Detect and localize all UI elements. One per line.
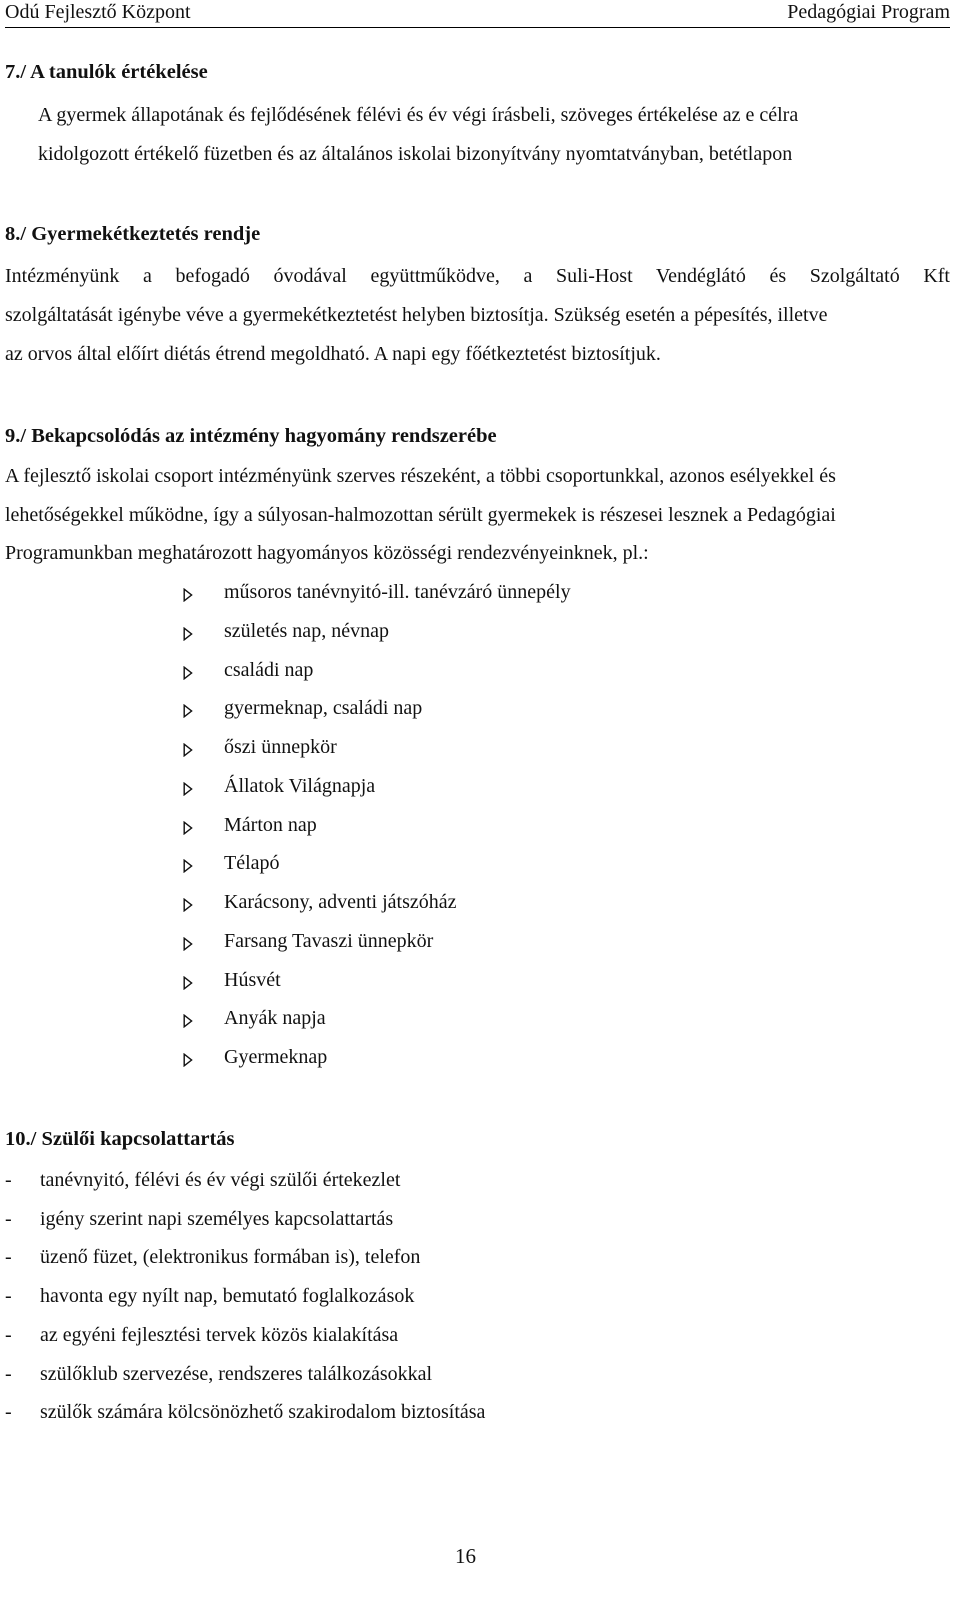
- section-9-heading: 9./ Bekapcsolódás az intézmény hagyomány rendszerébe: [5, 425, 497, 447]
- list-item-label: Anyák napja: [224, 1007, 326, 1030]
- list-item: [0, 928, 960, 954]
- triangle-bullet-icon: [183, 818, 193, 832]
- list-item-label: születés nap, névnap: [224, 619, 389, 642]
- list-item: [0, 579, 960, 605]
- list-item-label: szülők számára kölcsönözhető szakirodalom biztosítása: [40, 1401, 486, 1424]
- list-item-label: Márton nap: [224, 813, 317, 836]
- list-item: [0, 1244, 960, 1270]
- list-item: [0, 1167, 960, 1193]
- list-item: [0, 1322, 960, 1348]
- list-item: [0, 657, 960, 683]
- list-item-label: az egyéni fejlesztési tervek közös kialakítása: [40, 1323, 399, 1346]
- list-item-label: műsoros tanévnyitó-ill. tanévzáró ünnepély: [224, 581, 571, 603]
- list-item-label: Télapó: [224, 852, 280, 875]
- section-8-line-1: Intézményünk a befogadó óvodával együttműködve, a Suli-Host Vendéglátó és Szolgáltató Kft: [5, 265, 950, 287]
- triangle-bullet-icon: [183, 701, 193, 715]
- list-item: [0, 1283, 960, 1309]
- list-item-label: tanévnyitó, félévi és év végi szülői értekezlet: [40, 1169, 401, 1191]
- list-item-label: Gyermeknap: [224, 1046, 328, 1068]
- dash-marker: -: [5, 1362, 12, 1385]
- page-header: [0, 0, 960, 26]
- list-item: [0, 1399, 960, 1425]
- list-item: [0, 734, 960, 760]
- triangle-bullet-icon: [183, 624, 193, 638]
- list-item-label: családi nap: [224, 658, 314, 681]
- triangle-bullet-icon: [183, 585, 193, 599]
- list-item-label: őszi ünnepkör: [224, 736, 337, 758]
- header-document-title: Pedagógiai Program: [787, 1, 950, 23]
- list-item-label: Állatok Világnapja: [224, 774, 376, 797]
- section-8-line-2: szolgáltatását igénybe véve a gyermekétkeztetést helyben biztosítja. Szükség esetén a pépesítés, illetve: [5, 304, 828, 326]
- section-7-line-2: kidolgozott értékelő füzetben és az általános iskolai bizonyítvány nyomtatványban, betétlapon: [38, 143, 793, 165]
- list-item: [0, 618, 960, 644]
- list-item: [0, 850, 960, 876]
- section-8-line-3: az orvos által előírt diétás étrend megoldható. A napi egy főétkeztetést biztosítjuk.: [5, 343, 661, 365]
- list-item: [0, 889, 960, 915]
- triangle-bullet-icon: [183, 663, 193, 677]
- page-number: 16: [455, 1544, 476, 1568]
- list-item: [0, 1005, 960, 1031]
- list-item-label: gyermeknap, családi nap: [224, 697, 423, 720]
- header-divider: [5, 27, 950, 28]
- dash-marker: -: [5, 1246, 12, 1269]
- triangle-bullet-icon: [183, 973, 193, 987]
- list-item: [0, 773, 960, 799]
- list-item: [0, 812, 960, 838]
- list-item-label: Farsang Tavaszi ünnepkör: [224, 929, 434, 952]
- section-9-line-2: lehetőségekkel működne, így a súlyosan-halmozottan sérült gyermekek is részesei lesznek a Pedagógiai: [5, 504, 836, 526]
- triangle-bullet-icon: [183, 740, 193, 754]
- dash-marker: -: [5, 1169, 12, 1191]
- section-7-heading: 7./ A tanulók értékelése: [5, 61, 208, 83]
- list-item-label: üzenő füzet, (elektronikus formában is), telefon: [40, 1246, 421, 1269]
- list-item: [0, 1044, 960, 1070]
- triangle-bullet-icon: [183, 934, 193, 948]
- section-7-line-1: A gyermek állapotának és fejlődésének félévi és év végi írásbeli, szöveges értékelése az e célra: [38, 104, 799, 126]
- triangle-bullet-icon: [183, 1050, 193, 1064]
- header-organization: Odú Fejlesztő Központ: [5, 1, 191, 23]
- section-10-heading: 10./ Szülői kapcsolattartás: [5, 1128, 235, 1150]
- section-8-heading: 8./ Gyermekétkeztetés rendje: [5, 223, 261, 245]
- list-item-label: szülőklub szervezése, rendszeres találkozásokkal: [40, 1362, 433, 1385]
- list-item: [0, 1361, 960, 1387]
- triangle-bullet-icon: [183, 895, 193, 909]
- dash-marker: -: [5, 1323, 12, 1346]
- list-item-label: igény szerint napi személyes kapcsolattartás: [40, 1207, 394, 1230]
- list-item: [0, 695, 960, 721]
- dash-marker: -: [5, 1207, 12, 1230]
- list-item-label: Karácsony, adventi játszóház: [224, 891, 457, 913]
- section-9-line-3: Programunkban meghatározott hagyományos közösségi rendezvényeinknek, pl.:: [5, 542, 649, 564]
- list-item-label: Húsvét: [224, 968, 281, 991]
- dash-marker: -: [5, 1401, 12, 1424]
- list-item: [0, 1206, 960, 1232]
- triangle-bullet-icon: [183, 856, 193, 870]
- list-item-label: havonta egy nyílt nap, bemutató foglalkozások: [40, 1285, 415, 1308]
- section-9-line-1: A fejlesztő iskolai csoport intézményünk szerves részeként, a többi csoportunkkal, azonos esélyekkel és: [5, 465, 836, 487]
- triangle-bullet-icon: [183, 779, 193, 793]
- triangle-bullet-icon: [183, 1011, 193, 1025]
- list-item: [0, 967, 960, 993]
- dash-marker: -: [5, 1285, 12, 1308]
